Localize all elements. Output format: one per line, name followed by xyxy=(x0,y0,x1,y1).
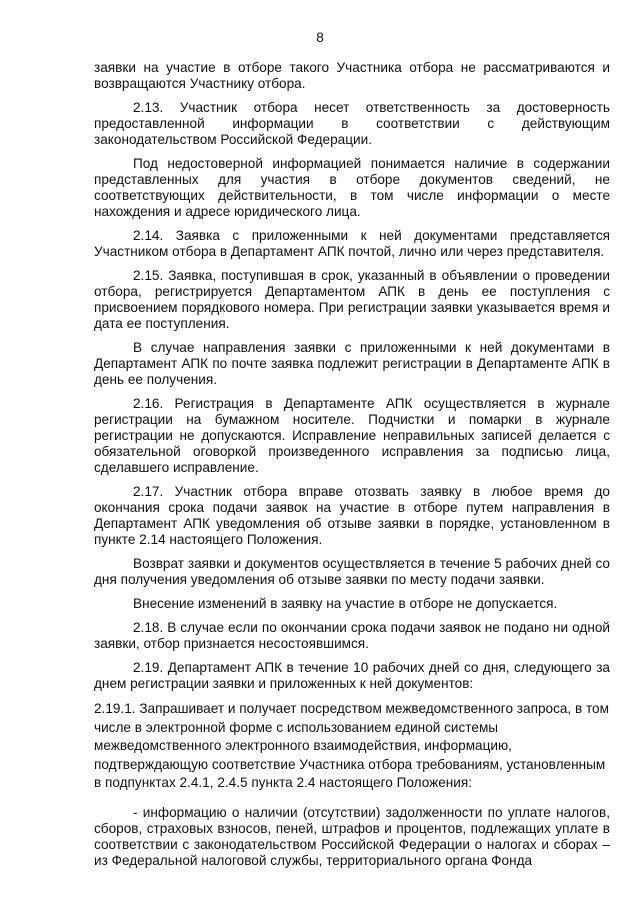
list-item: - информацию о наличии (отсутствии) задолженности по уплате налогов, сборов, страховых взносов, пеней, штрафов и процентов, подлежащих уплате в соответствии с законодательством Российской Федерации о налогах и сборах – из Федеральной налоговой службы, территориального органа Фонда xyxy=(94,804,610,868)
paragraph: заявки на участие в отборе такого Участника отбора не рассматриваются и возвращаются Участнику отбора. xyxy=(94,60,610,91)
paragraph: 2.15. Заявка, поступившая в срок, указанный в объявлении о проведении отбора, регистрируется Департаментом АПК в день ее поступления с присвоением порядкового номера. При регистрации заявки указывается время и дата ее поступления. xyxy=(94,268,610,331)
paragraph: 2.17. Участник отбора вправе отозвать заявку в любое время до окончания срока подачи заявок на участие в отборе путем направления в Департамент АПК уведомления об отзыве заявки в порядке, установленном в пункте 2.14 настоящего Положения. xyxy=(94,484,610,547)
paragraph: Внесение изменений в заявку на участие в отборе не допускается. xyxy=(133,596,558,611)
paragraph: 2.16. Регистрация в Департаменте АПК осуществляется в журнале регистрации на бумажном носителе. Подчистки и помарки в журнале регистрации не допускаются. Исправление неправильных записей делается с обязательной оговоркой произведенного исправления за подписью лица, сделавшего исправление. xyxy=(94,396,610,475)
paragraph: 2.18. В случае если по окончании срока подачи заявок не подано ни одной заявки, отбор признается несостоявшимся. xyxy=(94,620,610,651)
paragraph: 2.13. Участник отбора несет ответственность за достоверность предоставленной информации в соответствии с действующим законодательством Российской Федерации. xyxy=(94,100,610,147)
paragraph: Возврат заявки и документов осуществляется в течение 5 рабочих дней со дня получения уведомления об отзыве заявки по месту подачи заявки. xyxy=(94,556,610,587)
page-number: 8 xyxy=(316,30,324,45)
subitem-paragraph: 2.19.1. Запрашивает и получает посредством межведомственного запроса, в том числе в электронной форме с использованием единой системы межведомственного электронного взаимодействия, информацию, подтверждающую соответствие Участника отбора требованиям, установленным в подпунктах 2.4.1, 2.4.5 пункта 2.4 настоящего Положения: xyxy=(94,701,609,791)
paragraph: 2.19. Департамент АПК в течение 10 рабочих дней со дня, следующего за днем регистрации заявки и приложенных к ней документов: xyxy=(94,660,610,691)
paragraph: 2.14. Заявка с приложенными к ней документами представляется Участником отбора в Департамент АПК почтой, лично или через представителя. xyxy=(94,228,610,259)
paragraph: В случае направления заявки с приложенными к ней документами в Департамент АПК по почте заявка подлежит регистрации в Департаменте АПК в день ее получения. xyxy=(94,340,610,387)
document-body xyxy=(94,60,610,877)
paragraph: Под недостоверной информацией понимается наличие в содержании представленных для участия в отборе документов сведений, не соответствующих действительности, в том числе информации о месте нахождения и адресе юридического лица. xyxy=(94,156,610,219)
